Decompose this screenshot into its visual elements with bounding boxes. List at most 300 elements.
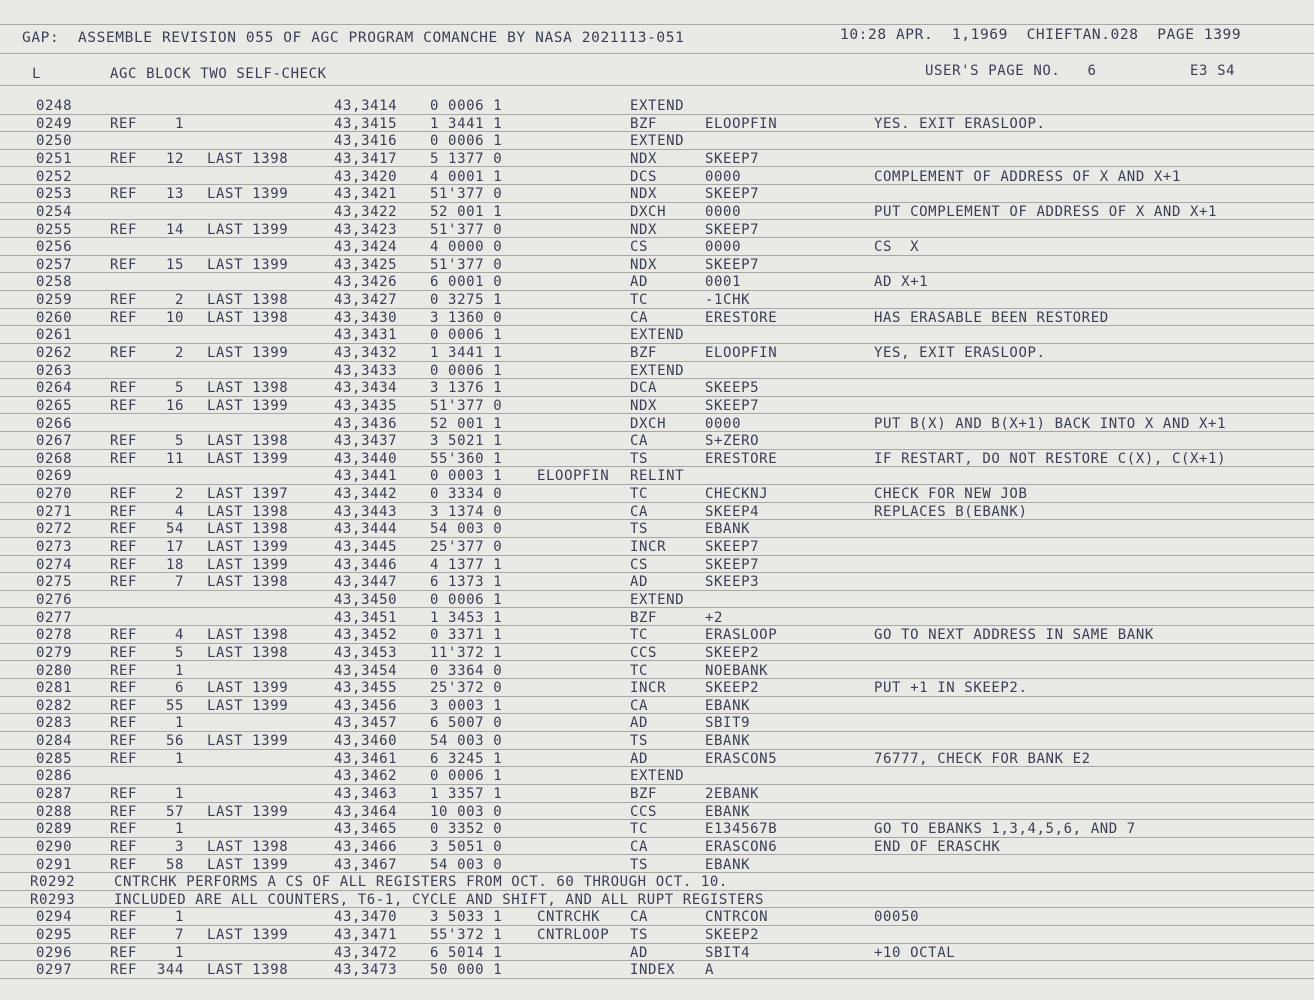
opcode: TC (630, 627, 649, 644)
listing-row (0, 151, 1314, 168)
opcode: NDX (630, 150, 658, 167)
line-number: 0254 (36, 203, 73, 220)
location: 43,3426 (334, 274, 398, 291)
opcode: DXCH (630, 415, 667, 432)
operand: SKEEP4 (705, 503, 760, 520)
opcode: AD (630, 274, 649, 291)
opcode: CA (630, 909, 649, 926)
location: 43,3427 (334, 292, 398, 308)
ref-number: 58 (165, 856, 184, 873)
ref-keyword: REF (110, 574, 138, 591)
listing-row (0, 663, 1314, 680)
last-page: LAST 1399 (207, 697, 289, 714)
listing-row (0, 592, 1314, 609)
octal-code: 54 003 0 (430, 856, 503, 873)
opcode: CA (630, 503, 649, 520)
octal-code: 3 1374 0 (430, 503, 503, 520)
comment: COMPLEMENT OF ADDRESS OF X AND X+1 (874, 168, 1181, 185)
listing-row (0, 274, 1314, 291)
line-number: R0292 (30, 874, 76, 891)
opcode: NDX (630, 186, 658, 203)
ref-number: 55 (165, 697, 184, 714)
opcode: TC (630, 821, 649, 838)
listing-row (0, 786, 1314, 803)
line-number: 0284 (36, 733, 73, 749)
operand: 0000 (705, 239, 742, 256)
location: 43,3440 (334, 450, 398, 467)
operand: ERASCON5 (705, 750, 778, 767)
opcode: TS (630, 521, 649, 538)
listing-row (0, 257, 1314, 274)
location: 43,3417 (334, 150, 398, 167)
ref-keyword: REF (110, 486, 138, 503)
line-number: 0270 (36, 486, 73, 503)
listing-row (0, 751, 1314, 768)
location: 43,3452 (334, 627, 398, 644)
octal-code: 51'377 0 (430, 397, 503, 414)
operand: SKEEP7 (705, 556, 760, 573)
location: 43,3431 (334, 327, 398, 344)
octal-code: 3 1360 0 (430, 309, 503, 326)
line-number: 0295 (36, 927, 73, 944)
ref-keyword: REF (110, 433, 138, 450)
line-number: 0261 (36, 327, 73, 344)
line-number: 0279 (36, 644, 73, 661)
location: 43,3443 (334, 503, 398, 520)
octal-code: 4 1377 1 (430, 556, 503, 573)
opcode: EXTEND (630, 133, 685, 150)
ref-keyword: REF (110, 944, 138, 961)
octal-code: 0 3371 1 (430, 627, 503, 644)
location: 43,3420 (334, 168, 398, 185)
line-number: 0262 (36, 345, 73, 361)
opcode: EXTEND (630, 362, 685, 379)
opcode: BZF (630, 786, 658, 802)
line-number: 0283 (36, 715, 73, 732)
listing-row (0, 733, 1314, 750)
header-program-title: GAP: ASSEMBLE REVISION 055 OF AGC PROGRAM COMANCHE BY NASA 2021113-051 (22, 30, 685, 46)
octal-code: 0 0006 1 (430, 591, 503, 608)
last-page: LAST 1398 (207, 521, 289, 538)
subheader-l: L (32, 66, 42, 82)
operand: ERASCON6 (705, 838, 778, 855)
location: 43,3433 (334, 362, 398, 379)
ref-number: 1 (174, 909, 184, 926)
location: 43,3441 (334, 468, 398, 485)
last-page: LAST 1399 (207, 256, 289, 273)
operand: ELOOPFIN (705, 115, 778, 132)
ref-number: 17 (165, 539, 184, 555)
operand: A (705, 962, 715, 979)
line-number: 0285 (36, 750, 73, 767)
location: 43,3451 (334, 609, 398, 626)
location: 43,3446 (334, 556, 398, 573)
last-page: LAST 1399 (207, 927, 289, 944)
operand: ELOOPFIN (705, 345, 778, 361)
listing-row (0, 804, 1314, 821)
operand: ERESTORE (705, 309, 778, 326)
location: 43,3447 (334, 574, 398, 591)
comment: IF RESTART, DO NOT RESTORE C(X), C(X+1) (874, 450, 1227, 467)
location: 43,3434 (334, 380, 398, 397)
ref-number: 5 (174, 644, 184, 661)
operand: SKEEP7 (705, 539, 760, 555)
listing-row (0, 116, 1314, 133)
opcode: RELINT (630, 468, 685, 485)
operand: 0000 (705, 168, 742, 185)
octal-code: 11'372 1 (430, 644, 503, 661)
ref-number: 1 (174, 115, 184, 132)
octal-code: 55'372 1 (430, 927, 503, 944)
last-page: LAST 1398 (207, 503, 289, 520)
operand: EBANK (705, 697, 751, 714)
location: 43,3436 (334, 415, 398, 432)
symbol-label: ELOOPFIN (537, 468, 610, 485)
ref-keyword: REF (110, 450, 138, 467)
comment: CHECK FOR NEW JOB (874, 486, 1028, 503)
listing-row (0, 839, 1314, 856)
octal-code: 50 000 1 (430, 962, 503, 979)
listing-row (0, 327, 1314, 344)
octal-code: 25'372 0 (430, 680, 503, 697)
ref-number: 1 (174, 821, 184, 838)
ref-number: 14 (165, 221, 184, 238)
comment: GO TO NEXT ADDRESS IN SAME BANK (874, 627, 1154, 644)
listing-row (0, 486, 1314, 503)
location: 43,3432 (334, 345, 398, 361)
octal-code: 25'377 0 (430, 539, 503, 555)
line-number: 0256 (36, 239, 73, 256)
octal-code: 1 3441 1 (430, 345, 503, 361)
octal-code: 52 001 1 (430, 203, 503, 220)
octal-code: 6 3245 1 (430, 750, 503, 767)
opcode: CS (630, 556, 649, 573)
line-number: 0276 (36, 591, 73, 608)
comment: REPLACES B(EBANK) (874, 503, 1028, 520)
symbol-label: CNTRLOOP (537, 927, 610, 944)
last-page: LAST 1399 (207, 680, 289, 697)
opcode: CA (630, 697, 649, 714)
last-page: LAST 1398 (207, 150, 289, 167)
listing-row (0, 169, 1314, 186)
comment: PUT COMPLEMENT OF ADDRESS OF X AND X+1 (874, 203, 1218, 220)
line-number: 0296 (36, 944, 73, 961)
ref-keyword: REF (110, 927, 138, 944)
line-number: 0290 (36, 838, 73, 855)
last-page: LAST 1399 (207, 539, 289, 555)
operand: 0000 (705, 415, 742, 432)
ref-keyword: REF (110, 838, 138, 855)
octal-code: 1 3357 1 (430, 786, 503, 802)
line-number: 0258 (36, 274, 73, 291)
operand: NOEBANK (705, 662, 769, 679)
opcode: NDX (630, 256, 658, 273)
ref-keyword: REF (110, 345, 138, 361)
location: 43,3444 (334, 521, 398, 538)
ref-number: 7 (174, 927, 184, 944)
listing-row (0, 433, 1314, 450)
opcode: BZF (630, 609, 658, 626)
octal-code: 1 3453 1 (430, 609, 503, 626)
ref-number: 5 (174, 380, 184, 397)
listing-row (0, 610, 1314, 627)
line-number: 0257 (36, 256, 73, 273)
octal-code: 3 1376 1 (430, 380, 503, 397)
octal-code: 1 3441 1 (430, 115, 503, 132)
last-page: LAST 1399 (207, 345, 289, 361)
comment: END OF ERASCHK (874, 838, 1001, 855)
line-number: 0291 (36, 856, 73, 873)
location: 43,3453 (334, 644, 398, 661)
line-number: 0289 (36, 821, 73, 838)
ref-number: 3 (174, 838, 184, 855)
octal-code: 51'377 0 (430, 186, 503, 203)
octal-code: 6 0001 0 (430, 274, 503, 291)
ref-keyword: REF (110, 397, 138, 414)
line-number: 0286 (36, 768, 73, 785)
ref-keyword: REF (110, 697, 138, 714)
line-number: 0264 (36, 380, 73, 397)
ref-keyword: REF (110, 186, 138, 203)
listing-row (0, 821, 1314, 838)
listing-row (0, 627, 1314, 644)
line-number: 0269 (36, 468, 73, 485)
last-page: LAST 1399 (207, 856, 289, 873)
listing-row (0, 962, 1314, 979)
opcode: NDX (630, 397, 658, 414)
comment: 76777, CHECK FOR BANK E2 (874, 750, 1091, 767)
location: 43,3461 (334, 750, 398, 767)
ref-number: 6 (174, 680, 184, 697)
octal-code: 6 1373 1 (430, 574, 503, 591)
opcode: EXTEND (630, 98, 685, 114)
operand: SKEEP7 (705, 186, 760, 203)
octal-code: 3 0003 1 (430, 697, 503, 714)
location: 43,3442 (334, 486, 398, 503)
comment: PUT +1 IN SKEEP2. (874, 680, 1028, 697)
remark-text: INCLUDED ARE ALL COUNTERS, T6-1, CYCLE AND SHIFT, AND ALL RUPT REGISTERS (114, 891, 765, 908)
line-number: 0268 (36, 450, 73, 467)
ref-number: 4 (174, 503, 184, 520)
listing-row (0, 292, 1314, 309)
listing-row (0, 574, 1314, 591)
octal-code: 3 5051 0 (430, 838, 503, 855)
ref-number: 12 (165, 150, 184, 167)
location: 43,3421 (334, 186, 398, 203)
last-page: LAST 1398 (207, 433, 289, 450)
operand: +2 (705, 609, 724, 626)
last-page: LAST 1399 (207, 186, 289, 203)
octal-code: 5 1377 0 (430, 150, 503, 167)
location: 43,3470 (334, 909, 398, 926)
octal-code: 0 0006 1 (430, 768, 503, 785)
ref-number: 4 (174, 627, 184, 644)
operand: EBANK (705, 733, 751, 749)
location: 43,3425 (334, 256, 398, 273)
octal-code: 4 0000 0 (430, 239, 503, 256)
operand: 0001 (705, 274, 742, 291)
opcode: EXTEND (630, 591, 685, 608)
last-page: LAST 1399 (207, 733, 289, 749)
ref-keyword: REF (110, 150, 138, 167)
listing-row (0, 204, 1314, 221)
location: 43,3464 (334, 803, 398, 820)
operand: ERESTORE (705, 450, 778, 467)
opcode: DXCH (630, 203, 667, 220)
symbol-label: CNTRCHK (537, 909, 601, 926)
ref-number: 1 (174, 750, 184, 767)
line-number: 0288 (36, 803, 73, 820)
octal-code: 0 3352 0 (430, 821, 503, 838)
operand: EBANK (705, 803, 751, 820)
ref-keyword: REF (110, 627, 138, 644)
operand: CHECKNJ (705, 486, 769, 503)
comment: GO TO EBANKS 1,3,4,5,6, AND 7 (874, 821, 1136, 838)
location: 43,3460 (334, 733, 398, 749)
location: 43,3454 (334, 662, 398, 679)
opcode: BZF (630, 115, 658, 132)
opcode: INCR (630, 539, 667, 555)
opcode: INDEX (630, 962, 676, 979)
line-number: 0255 (36, 221, 73, 238)
opcode: CCS (630, 803, 658, 820)
listing-row (0, 539, 1314, 556)
operand: SKEEP7 (705, 150, 760, 167)
listing-row (0, 857, 1314, 874)
line-number: 0253 (36, 186, 73, 203)
octal-code: 6 5007 0 (430, 715, 503, 732)
remark-text: CNTRCHK PERFORMS A CS OF ALL REGISTERS FROM OCT. 60 THROUGH OCT. 10. (114, 874, 728, 891)
operand: SKEEP7 (705, 221, 760, 238)
operand: SKEEP7 (705, 397, 760, 414)
ref-number: 2 (174, 486, 184, 503)
last-page: LAST 1398 (207, 309, 289, 326)
location: 43,3472 (334, 944, 398, 961)
last-page: LAST 1398 (207, 380, 289, 397)
opcode: TS (630, 856, 649, 873)
line-number: 0287 (36, 786, 73, 802)
operand: SKEEP3 (705, 574, 760, 591)
line-number: 0250 (36, 133, 73, 150)
ref-keyword: REF (110, 821, 138, 838)
listing-row (0, 909, 1314, 926)
location: 43,3416 (334, 133, 398, 150)
octal-code: 4 0001 1 (430, 168, 503, 185)
ref-number: 1 (174, 786, 184, 802)
listing-row (0, 451, 1314, 468)
last-page: LAST 1398 (207, 292, 289, 308)
opcode: TS (630, 927, 649, 944)
line-number: 0274 (36, 556, 73, 573)
octal-code: 3 5021 1 (430, 433, 503, 450)
comment: YES, EXIT ERASLOOP. (874, 345, 1046, 361)
ref-number: 1 (174, 944, 184, 961)
ref-number: 13 (165, 186, 184, 203)
octal-code: 0 3275 1 (430, 292, 503, 308)
line-number: 0259 (36, 292, 73, 308)
opcode: AD (630, 574, 649, 591)
comment: YES. EXIT ERASLOOP. (874, 115, 1046, 132)
listing-row (0, 363, 1314, 380)
ref-keyword: REF (110, 962, 138, 979)
listing-row (0, 768, 1314, 785)
opcode: TC (630, 292, 649, 308)
operand: SKEEP5 (705, 380, 760, 397)
last-page: LAST 1399 (207, 450, 289, 467)
subheader-title: AGC BLOCK TWO SELF-CHECK (110, 66, 327, 82)
opcode: INCR (630, 680, 667, 697)
ref-keyword: REF (110, 909, 138, 926)
line-number: 0282 (36, 697, 73, 714)
operand: SKEEP2 (705, 680, 760, 697)
ref-number: 344 (156, 962, 184, 979)
line-number: 0281 (36, 680, 73, 697)
listing-row (0, 222, 1314, 239)
opcode: EXTEND (630, 768, 685, 785)
last-page: LAST 1398 (207, 838, 289, 855)
listing-row (0, 874, 1314, 891)
last-page: LAST 1398 (207, 644, 289, 661)
opcode: CA (630, 433, 649, 450)
ref-keyword: REF (110, 680, 138, 697)
ref-number: 18 (165, 556, 184, 573)
ref-keyword: REF (110, 221, 138, 238)
listing-row (0, 345, 1314, 362)
line-number: R0293 (30, 891, 76, 908)
ref-number: 57 (165, 803, 184, 820)
listing-row (0, 98, 1314, 115)
ref-keyword: REF (110, 644, 138, 661)
listing-row (0, 380, 1314, 397)
octal-code: 0 0006 1 (430, 362, 503, 379)
octal-code: 51'377 0 (430, 256, 503, 273)
ref-keyword: REF (110, 750, 138, 767)
last-page: LAST 1399 (207, 556, 289, 573)
opcode: TS (630, 733, 649, 749)
listing-row (0, 310, 1314, 327)
line-number: 0252 (36, 168, 73, 185)
ref-keyword: REF (110, 733, 138, 749)
ref-keyword: REF (110, 503, 138, 520)
ref-number: 2 (174, 292, 184, 308)
last-page: LAST 1399 (207, 221, 289, 238)
opcode: CA (630, 309, 649, 326)
opcode: TC (630, 486, 649, 503)
location: 43,3437 (334, 433, 398, 450)
line-number: 0275 (36, 574, 73, 591)
octal-code: 0 3334 0 (430, 486, 503, 503)
opcode: AD (630, 750, 649, 767)
octal-code: 10 003 0 (430, 803, 503, 820)
ref-keyword: REF (110, 556, 138, 573)
location: 43,3450 (334, 591, 398, 608)
line-number: 0266 (36, 415, 73, 432)
operand: SKEEP7 (705, 256, 760, 273)
ref-keyword: REF (110, 662, 138, 679)
operand: SBIT4 (705, 944, 751, 961)
opcode: CCS (630, 644, 658, 661)
opcode: NDX (630, 221, 658, 238)
location: 43,3463 (334, 786, 398, 802)
opcode: CS (630, 239, 649, 256)
last-page: LAST 1398 (207, 962, 289, 979)
ref-number: 7 (174, 574, 184, 591)
line-number: 0271 (36, 503, 73, 520)
opcode: DCA (630, 380, 658, 397)
listing-row (0, 521, 1314, 538)
location: 43,3456 (334, 697, 398, 714)
opcode: AD (630, 944, 649, 961)
